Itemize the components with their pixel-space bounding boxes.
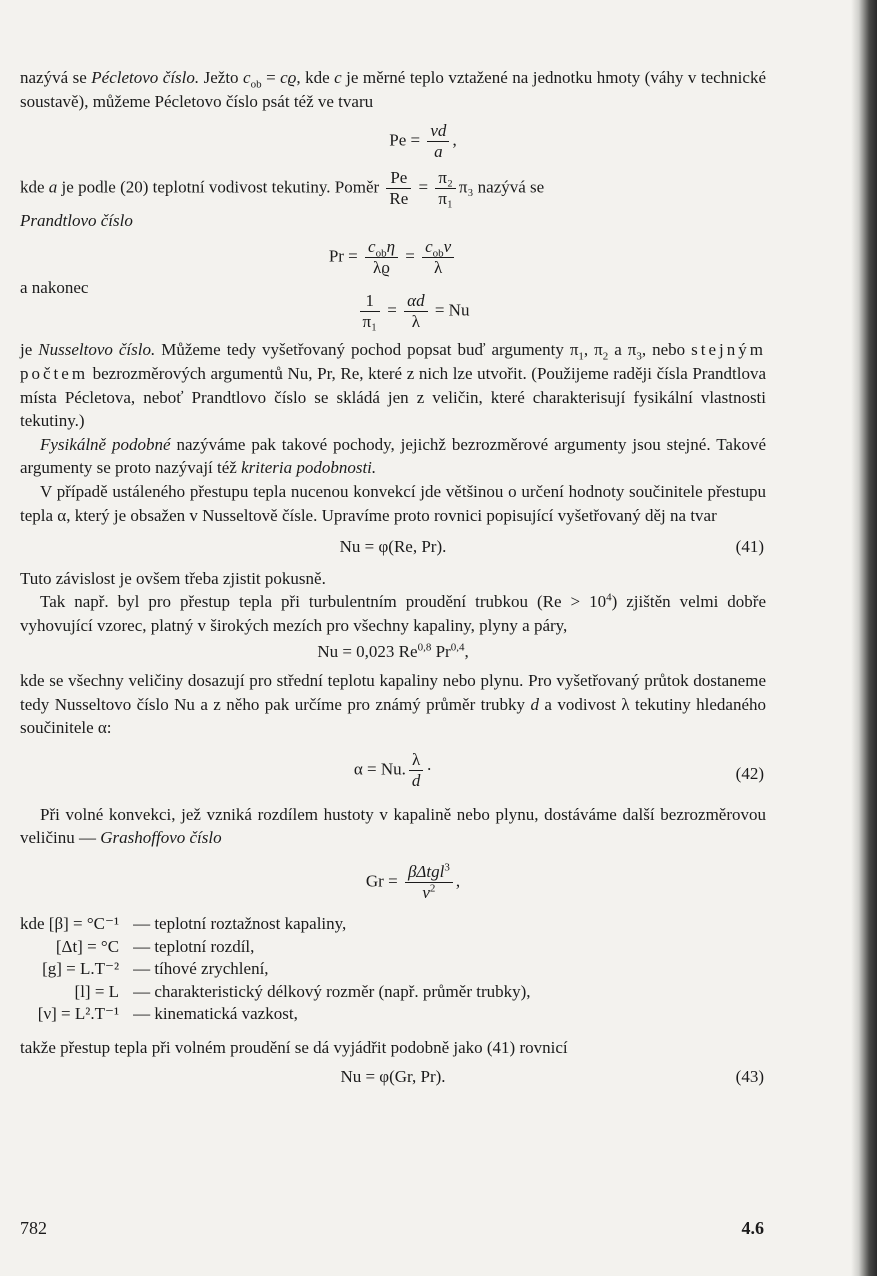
- unit-row: kde [β] = °C⁻¹ — teplotní roztažnost kapaliny,: [20, 914, 347, 934]
- paragraph-forced-convection: V případě ustáleného přestupu tepla nucenou konvekcí jde většinou o určení hodnoty součinitele přestupu tepla α, který je obsažen v Nusseltově čísle. Upravíme proto rovnici popisující vyšetřovaný děj na tvar: [20, 481, 766, 525]
- equation-42: α = Nu. $\frac{\lambda}{d}$ · (42): [353, 749, 764, 790]
- equation-43: Nu = φ(Gr, Pr). (43): [340, 1067, 764, 1087]
- paragraph-nusselt: je Nusseltovo číslo. Můžeme tedy vyšetřovaný pochod popsat buď argumenty $\pi_1$, $\pi_2$ a $\pi_3$, nebo stejným počtem bezrozměrových argumentů Nu, Pr, Re, které z nich lze utvořit. (Použijeme raději čísla Prandtlova místa Pécletova, neboť Prandtlovo číslo se skládá jen z veličin, které charakterisují fysikální vlastnosti tekutiny.): [20, 340, 766, 431]
- units-list: [20, 913, 766, 1026]
- text-a-nakonec: a nakonec: [20, 277, 89, 297]
- equation-nusselt: $\frac{1}{\text{π₁}}$ = $\frac{\alpha d}{\lambda}$ = Nu: [60, 291, 766, 332]
- unit-row: [l] = L — charakteristický délkový rozměr (např. průměr trubky),: [74, 981, 531, 1001]
- paragraph-mean-temperature: kde se všechny veličiny dosazují pro střední teplotu kapaliny nebo plynu. Pro vyšetřovaný průtok dostaneme tedy Nusseltovo číslo Nu a z něho pak určíme pro známý průměr trubky d a vodivost λ tekutiny hledaného součinitele α:: [20, 671, 766, 738]
- page-number: 782: [20, 1218, 47, 1238]
- prandtl-label: Prandtlovo číslo: [20, 211, 133, 231]
- equation-grashof: Gr = $\frac{\beta\Delta tgl^3}{\nu^2}$ ,: [365, 861, 461, 903]
- paragraph-turbulent: Tak např. byl pro přestup tepla při turbulentním proudění trubkou $(Re > 10^4)$ zjištěn velmi dobře vyhovující vzorec, platný v širokých mezích pro všechny kapaliny, plyny a páry,: [20, 591, 766, 635]
- unit-row: [Δt] = °C — teplotní rozdíl,: [55, 936, 255, 956]
- section-number: 4.6: [741, 1218, 764, 1238]
- paragraph-similarity: Fysikálně podobné nazýváme pak takové pochody, jejichž bezrozměrové argumenty jsou stejné. Takové argumenty se proto nazývají též kriteria podobnosti.: [20, 434, 766, 478]
- page-edge-shadow: [851, 0, 877, 1276]
- equation-41: Nu = φ(Re, Pr). (41): [339, 537, 764, 557]
- paragraph-free-convection: Při volné konvekci, jež vzniká rozdílem hustoty v kapalině nebo plynu, dostáváme další bezrozměrovou veličinu — Grashoffovo číslo: [20, 804, 766, 848]
- paragraph-experimental: Tuto závislost je ovšem třeba zjistit pokusně.: [20, 568, 326, 588]
- equation-peclet: Pe = $\frac{vd}{a}$ ,: [389, 121, 457, 162]
- document-page: [20, 66, 766, 1089]
- equation-turbulent-flow: Nu = 0,023 Re$^{0,8}$ Pr$^{0,4}$,: [317, 640, 469, 661]
- paragraph-ratio: kde a je podle (20) teplotní vodivost tekutiny. Poměr $\frac{Pe}{Re}$ = $\frac{\text{π₂}}{\text{π₁}}$ π₃ nazývá se: [20, 168, 545, 209]
- unit-row: [ν] = L².T⁻¹ — kinematická vazkost,: [37, 1004, 298, 1024]
- equation-prandtl: Pr = $\frac{c_{ob}\eta}{\lambda ϱ}$ = $\frac{c_{ob}\nu}{\lambda}$: [20, 237, 766, 278]
- unit-row: [g] = L.T⁻² — tíhové zrychlení,: [42, 959, 269, 979]
- paragraph-peclet: nazývá se Pécletovo číslo. Ježto $c_{ob} = cϱ$, kde c je měrné teplo vztažené na jednotku hmoty (váhy v technické soustavě), můžeme Pécletovo číslo psát též ve tvaru: [20, 68, 766, 111]
- paragraph-free-flow: takže přestup tepla při volném proudění se dá vyjádřit podobně jako (41) rovnicí: [20, 1037, 568, 1057]
